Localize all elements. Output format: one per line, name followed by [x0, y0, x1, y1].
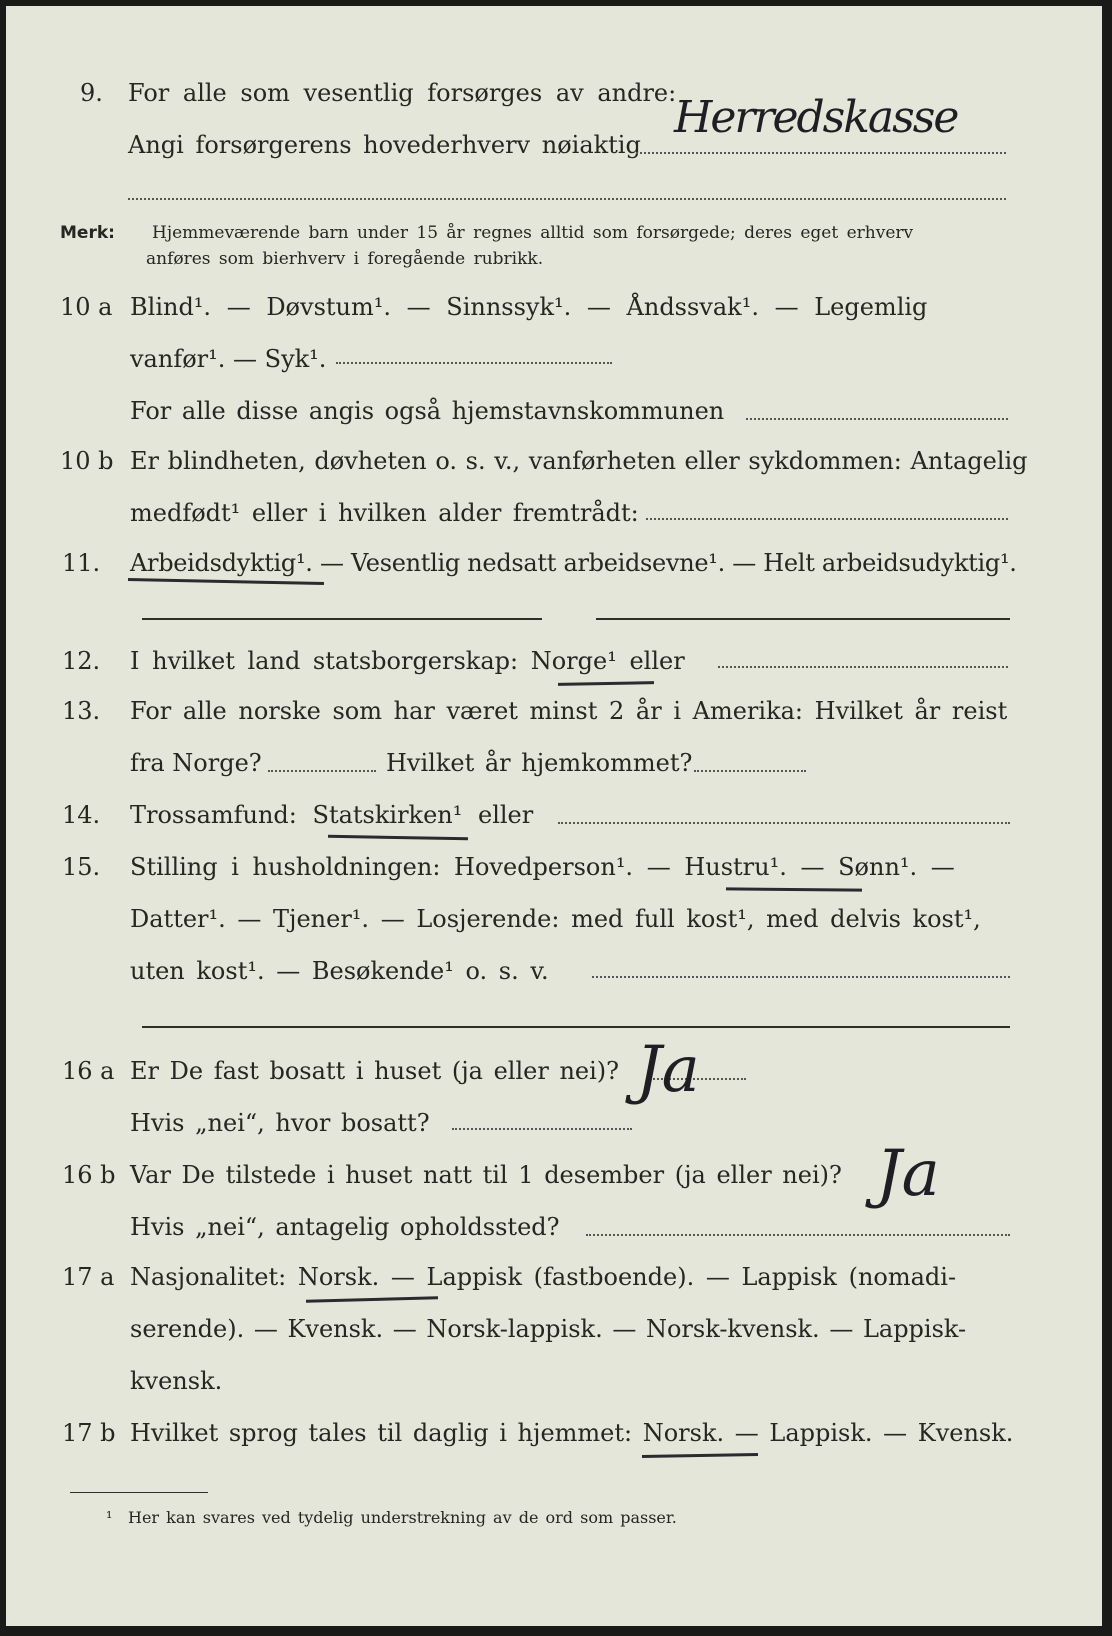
q12-line1: I hvilket land statsborgerskap: Norge¹ eller — [130, 647, 685, 675]
q17a-line1: Nasjonalitet: Norsk. — Lappisk (fastboende). — Lappisk (nomadi- — [130, 1263, 957, 1291]
q16a-number: 16 a — [62, 1057, 115, 1085]
q13-line2b: Hvilket år hjemkommet? — [386, 749, 693, 777]
q15-line1: Stilling i husholdningen: Hovedperson¹. — Hustru¹. — Sønn¹. — — [130, 853, 955, 881]
q14-answer-line — [558, 822, 1010, 824]
q13-reist-line — [268, 770, 376, 772]
q15-number: 15. — [62, 853, 101, 881]
q9-answer-line — [636, 152, 1006, 154]
q11-number: 11. — [62, 549, 101, 577]
q16a-bosatt-line — [452, 1128, 632, 1130]
footnote-text: Her kan svares ved tydelig understrekning av de ord som passer. — [128, 1508, 677, 1527]
q14-number: 14. — [62, 801, 101, 829]
q12-number: 12. — [62, 647, 101, 675]
q13-line2a: fra Norge? — [130, 749, 262, 777]
merk-line1: Hjemmeværende barn under 15 år regnes alltid som forsørgede; deres eget erhverv — [152, 223, 914, 243]
q13-line1: For alle norske som har været minst 2 år i Amerika: Hvilket år reist — [130, 697, 1008, 725]
q13-hjemkommet-line — [694, 770, 806, 772]
census-form-page — [6, 6, 1102, 1626]
q17b-number: 17 b — [62, 1419, 116, 1447]
q15-line3: uten kost¹. — Besøkende¹ o. s. v. — [130, 957, 549, 985]
q17a-number: 17 a — [62, 1263, 115, 1291]
q11-rule-right — [596, 618, 1010, 620]
q10a-number: 10 a — [60, 293, 113, 321]
q10a-kommune-line — [746, 418, 1008, 420]
q10b-line1: Er blindheten, døvheten o. s. v., vanførheten eller sykdommen: Antagelig — [130, 447, 1028, 475]
q15-rule — [142, 1026, 1010, 1028]
q11-rule-left — [142, 618, 542, 620]
q9-handwritten-answer: Herredskasse — [674, 92, 958, 143]
q10a-syk-line — [336, 362, 612, 364]
q10b-number: 10 b — [60, 447, 114, 475]
q14-line1: Trossamfund: Statskirken¹ eller — [130, 801, 534, 829]
q9-extra-line — [128, 198, 1006, 200]
q17a-handwritten-underline — [306, 1296, 438, 1302]
q16b-line2: Hvis „nei“, antagelig opholdssted? — [130, 1213, 560, 1241]
q15-handwritten-underline — [726, 887, 862, 891]
footnote-mark: ¹ — [106, 1508, 113, 1527]
q14-handwritten-underline — [328, 835, 468, 840]
q12-handwritten-underline — [558, 681, 654, 686]
q12-answer-line — [718, 666, 1008, 668]
q10b-alder-line — [646, 518, 1008, 520]
q16b-answer-line — [586, 1234, 1010, 1236]
q15-line2: Datter¹. — Tjener¹. — Losjerende: med full kost¹, med delvis kost¹, — [130, 905, 981, 933]
q9-line2: Angi forsørgerens hovederhverv nøiaktig — [128, 131, 641, 159]
q10a-line3: For alle disse angis også hjemstavnskommunen — [130, 397, 725, 425]
merk-line2: anføres som bierhverv i foregående rubrikk. — [146, 249, 544, 269]
footnote-rule — [70, 1492, 208, 1493]
q16b-number: 16 b — [62, 1161, 116, 1189]
q9-line1: For alle som vesentlig forsørges av andre: — [128, 79, 677, 107]
q17b-line1: Hvilket sprog tales til daglig i hjemmet: Norsk. — Lappisk. — Kvensk. — [130, 1419, 1014, 1447]
q16b-line1: Var De tilstede i huset natt til 1 desember (ja eller nei)? — [130, 1161, 842, 1189]
q17a-line3: kvensk. — [130, 1367, 223, 1395]
q17a-line2: serende). — Kvensk. — Norsk-lappisk. — Norsk-kvensk. — Lappisk- — [130, 1315, 967, 1343]
q11-line1: Arbeidsdyktig¹. — Vesentlig nedsatt arbeidsevne¹. — Helt arbeidsudyktig¹. — [130, 549, 1017, 577]
q17b-handwritten-underline — [642, 1453, 758, 1458]
q11-handwritten-underline — [128, 578, 324, 585]
q10a-line2: vanfør¹. — Syk¹. — [130, 345, 327, 373]
q16a-line2: Hvis „nei“, hvor bosatt? — [130, 1109, 430, 1137]
q9-number: 9. — [80, 79, 103, 107]
q10a-line1: Blind¹. — Døvstum¹. — Sinnssyk¹. — Åndssvak¹. — Legemlig — [130, 293, 928, 321]
q16a-handwritten-answer: Ja — [636, 1033, 700, 1107]
q10b-line2: medfødt¹ eller i hvilken alder fremtrådt: — [130, 499, 639, 527]
q16a-line1: Er De fast bosatt i huset (ja eller nei)? — [130, 1057, 620, 1085]
q15-answer-line — [592, 976, 1010, 978]
q13-number: 13. — [62, 697, 101, 725]
merk-label: Merk: — [60, 223, 115, 243]
q16b-handwritten-answer: Ja — [876, 1137, 940, 1211]
